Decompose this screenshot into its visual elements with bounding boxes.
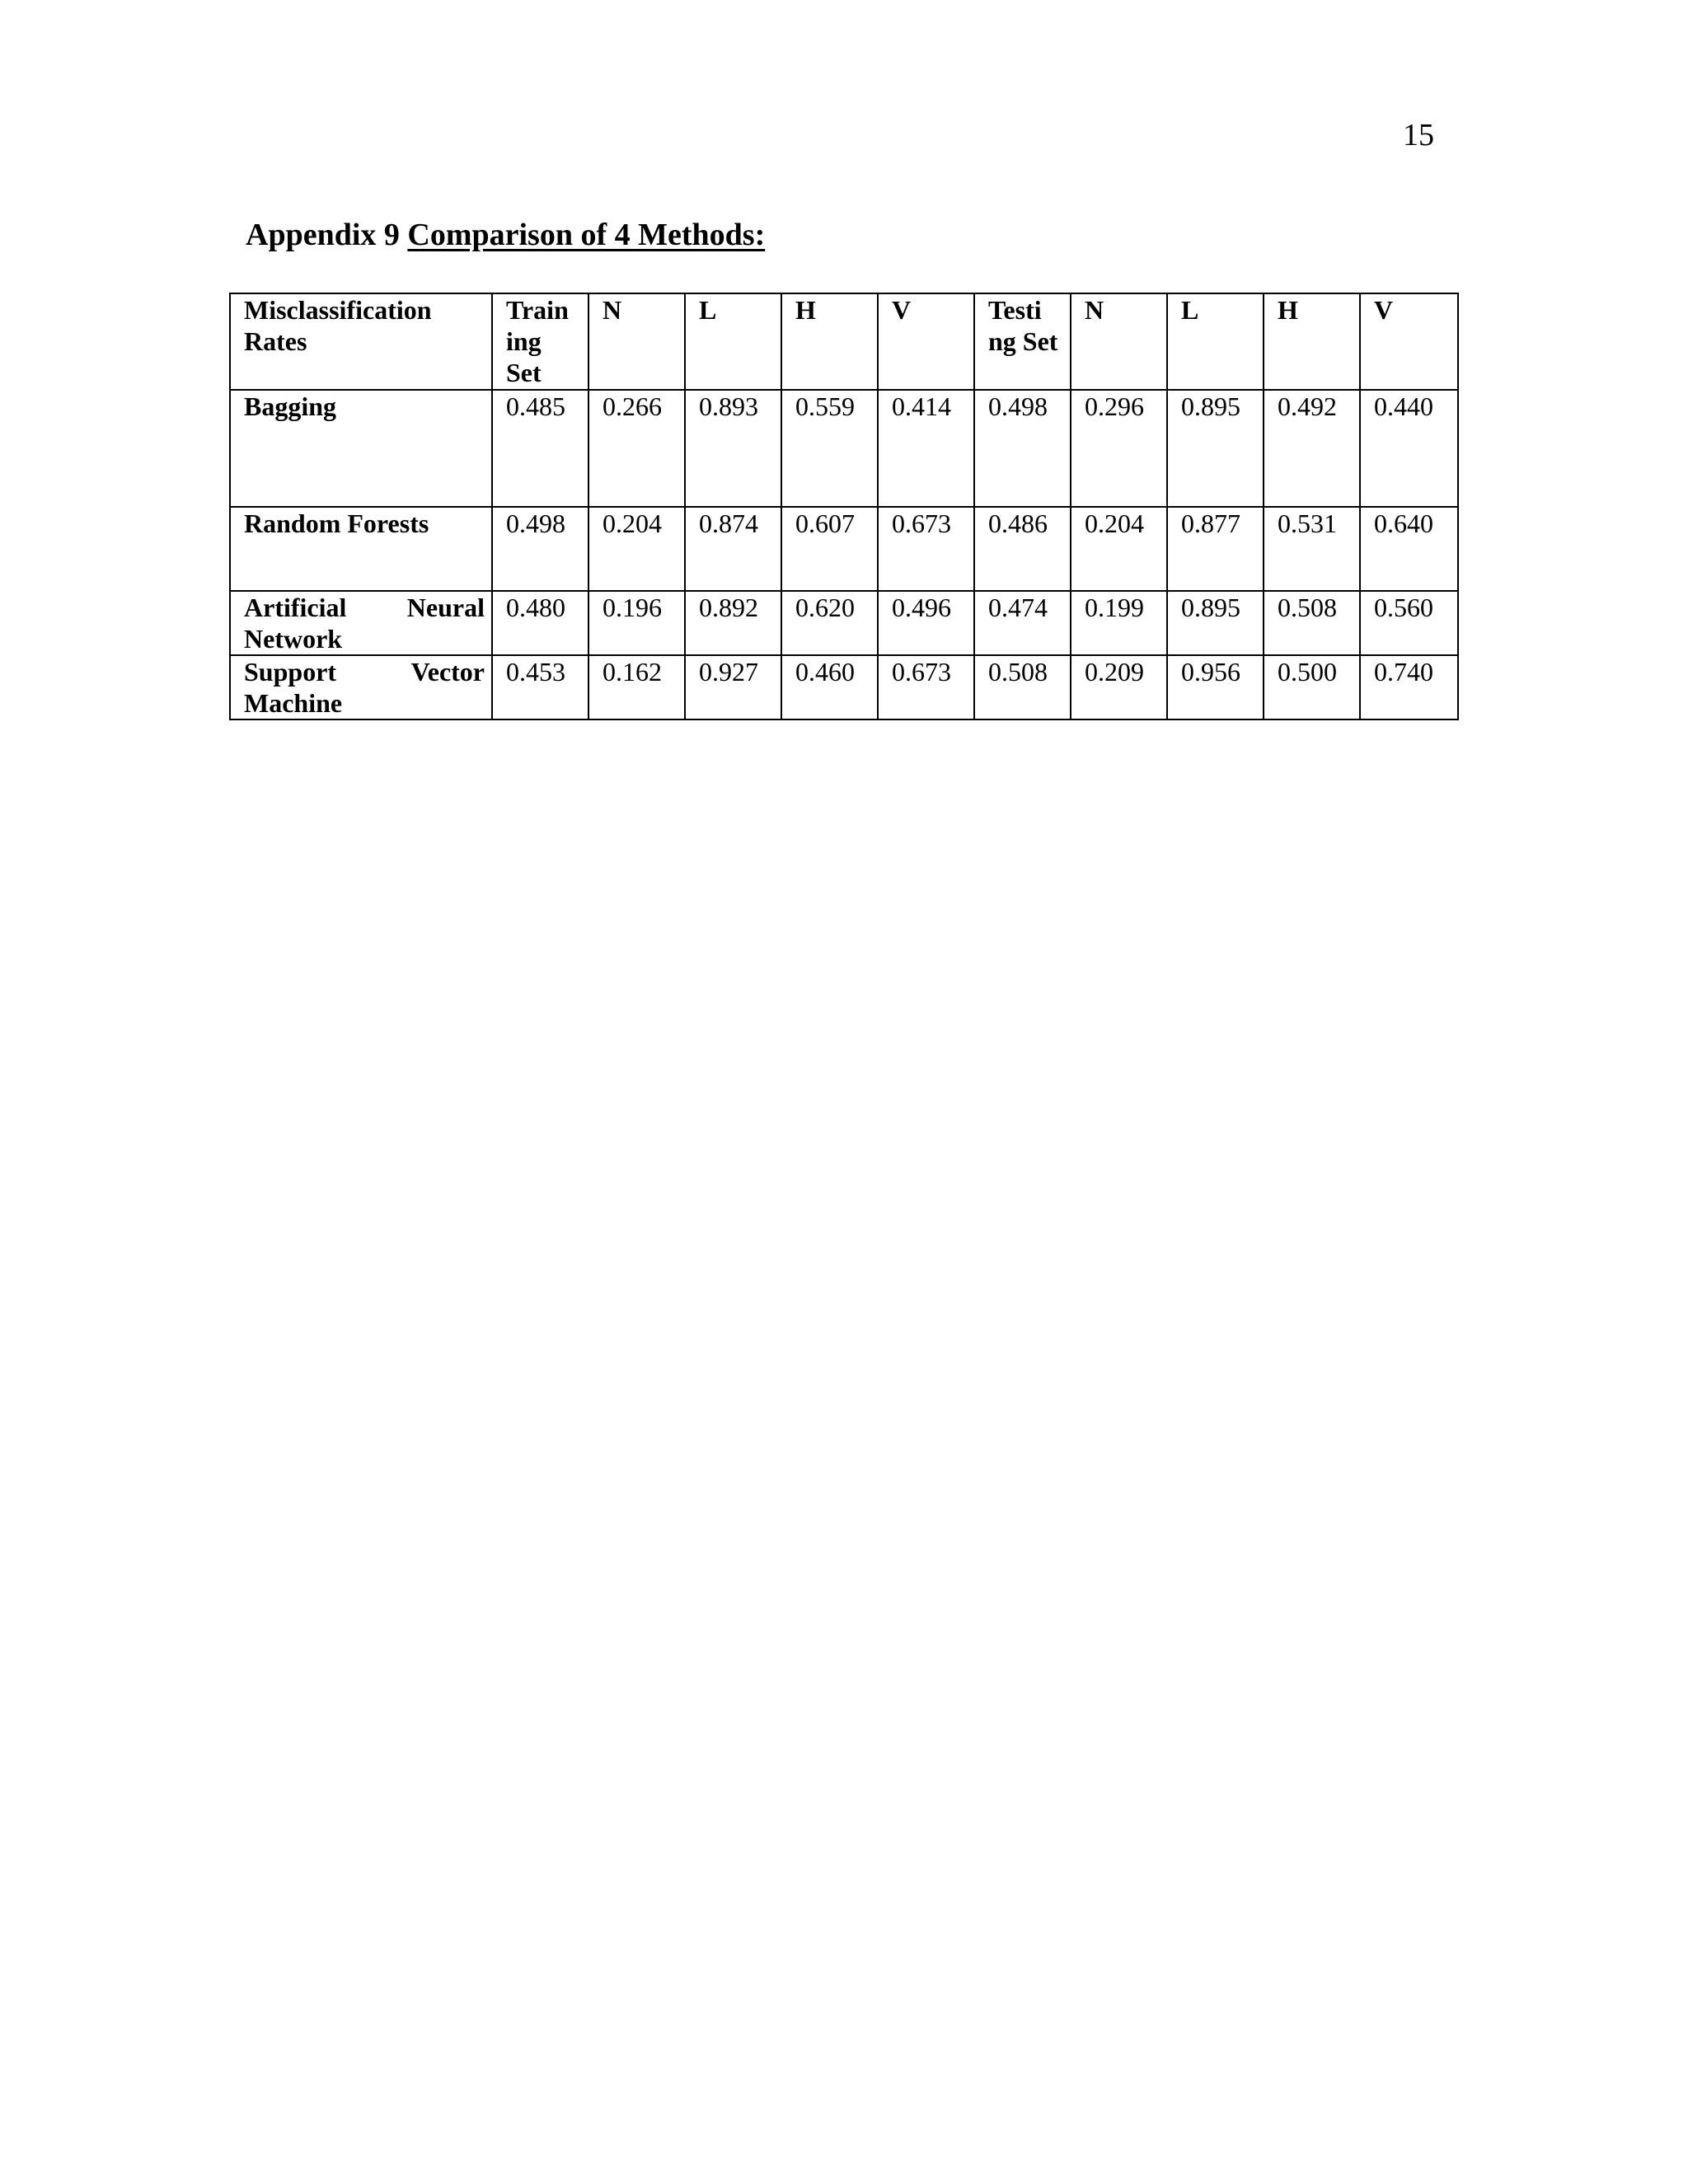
table-cell: 0.531 <box>1264 507 1360 591</box>
table-cell: 0.620 <box>781 591 878 655</box>
header-cell: H <box>1264 293 1360 390</box>
table-cell: 0.296 <box>1071 390 1167 507</box>
appendix-title: Comparison of 4 Methods: <box>407 218 766 252</box>
table-cell: 0.508 <box>1264 591 1360 655</box>
table-cell: 0.508 <box>974 655 1071 719</box>
table-cell: 0.895 <box>1167 591 1264 655</box>
table-cell: 0.927 <box>685 655 781 719</box>
table-cell: 0.266 <box>588 390 685 507</box>
header-cell: N <box>588 293 685 390</box>
table-cell: 0.500 <box>1264 655 1360 719</box>
header-cell: L <box>685 293 781 390</box>
page-number: 15 <box>1403 118 1434 152</box>
table-cell: 0.486 <box>974 507 1071 591</box>
table-header-row <box>230 293 1458 390</box>
table-cell: 0.209 <box>1071 655 1167 719</box>
table-cell: 0.474 <box>974 591 1071 655</box>
header-cell: Testi ng Set <box>974 293 1071 390</box>
table-cell: 0.740 <box>1360 655 1458 719</box>
table-cell: 0.892 <box>685 591 781 655</box>
table-row <box>230 390 1458 507</box>
table-row <box>230 655 1458 719</box>
table-cell: 0.204 <box>1071 507 1167 591</box>
table-cell: 0.414 <box>878 390 974 507</box>
table-cell: 0.196 <box>588 591 685 655</box>
comparison-table <box>229 293 1459 720</box>
table-cell: 0.485 <box>492 390 588 507</box>
table-row <box>230 591 1458 655</box>
table-cell: 0.673 <box>878 655 974 719</box>
table-cell: 0.162 <box>588 655 685 719</box>
header-cell: H <box>781 293 878 390</box>
row-label: Bagging <box>230 390 492 507</box>
header-cell: L <box>1167 293 1264 390</box>
table-cell: 0.956 <box>1167 655 1264 719</box>
table-cell: 0.492 <box>1264 390 1360 507</box>
row-label: Artificial Neural Network <box>230 591 492 655</box>
table-cell: 0.480 <box>492 591 588 655</box>
table-cell: 0.204 <box>588 507 685 591</box>
appendix-label: Appendix 9 <box>246 218 408 252</box>
header-cell: N <box>1071 293 1167 390</box>
table-row <box>230 507 1458 591</box>
table-cell: 0.607 <box>781 507 878 591</box>
table-cell: 0.460 <box>781 655 878 719</box>
row-label: Support Vector Machine <box>230 655 492 719</box>
table-cell: 0.496 <box>878 591 974 655</box>
table-cell: 0.199 <box>1071 591 1167 655</box>
table-cell: 0.877 <box>1167 507 1264 591</box>
table-cell: 0.498 <box>492 507 588 591</box>
row-label: Random Forests <box>230 507 492 591</box>
header-cell: V <box>878 293 974 390</box>
header-cell: Misclassification Rates <box>230 293 492 390</box>
table-cell: 0.895 <box>1167 390 1264 507</box>
table-cell: 0.498 <box>974 390 1071 507</box>
table-cell: 0.640 <box>1360 507 1458 591</box>
table-cell: 0.893 <box>685 390 781 507</box>
table-cell: 0.559 <box>781 390 878 507</box>
table-cell: 0.560 <box>1360 591 1458 655</box>
header-cell: Train ing Set <box>492 293 588 390</box>
header-cell: V <box>1360 293 1458 390</box>
table-cell: 0.453 <box>492 655 588 719</box>
table-cell: 0.874 <box>685 507 781 591</box>
table-cell: 0.440 <box>1360 390 1458 507</box>
appendix-heading <box>246 216 765 254</box>
table-cell: 0.673 <box>878 507 974 591</box>
